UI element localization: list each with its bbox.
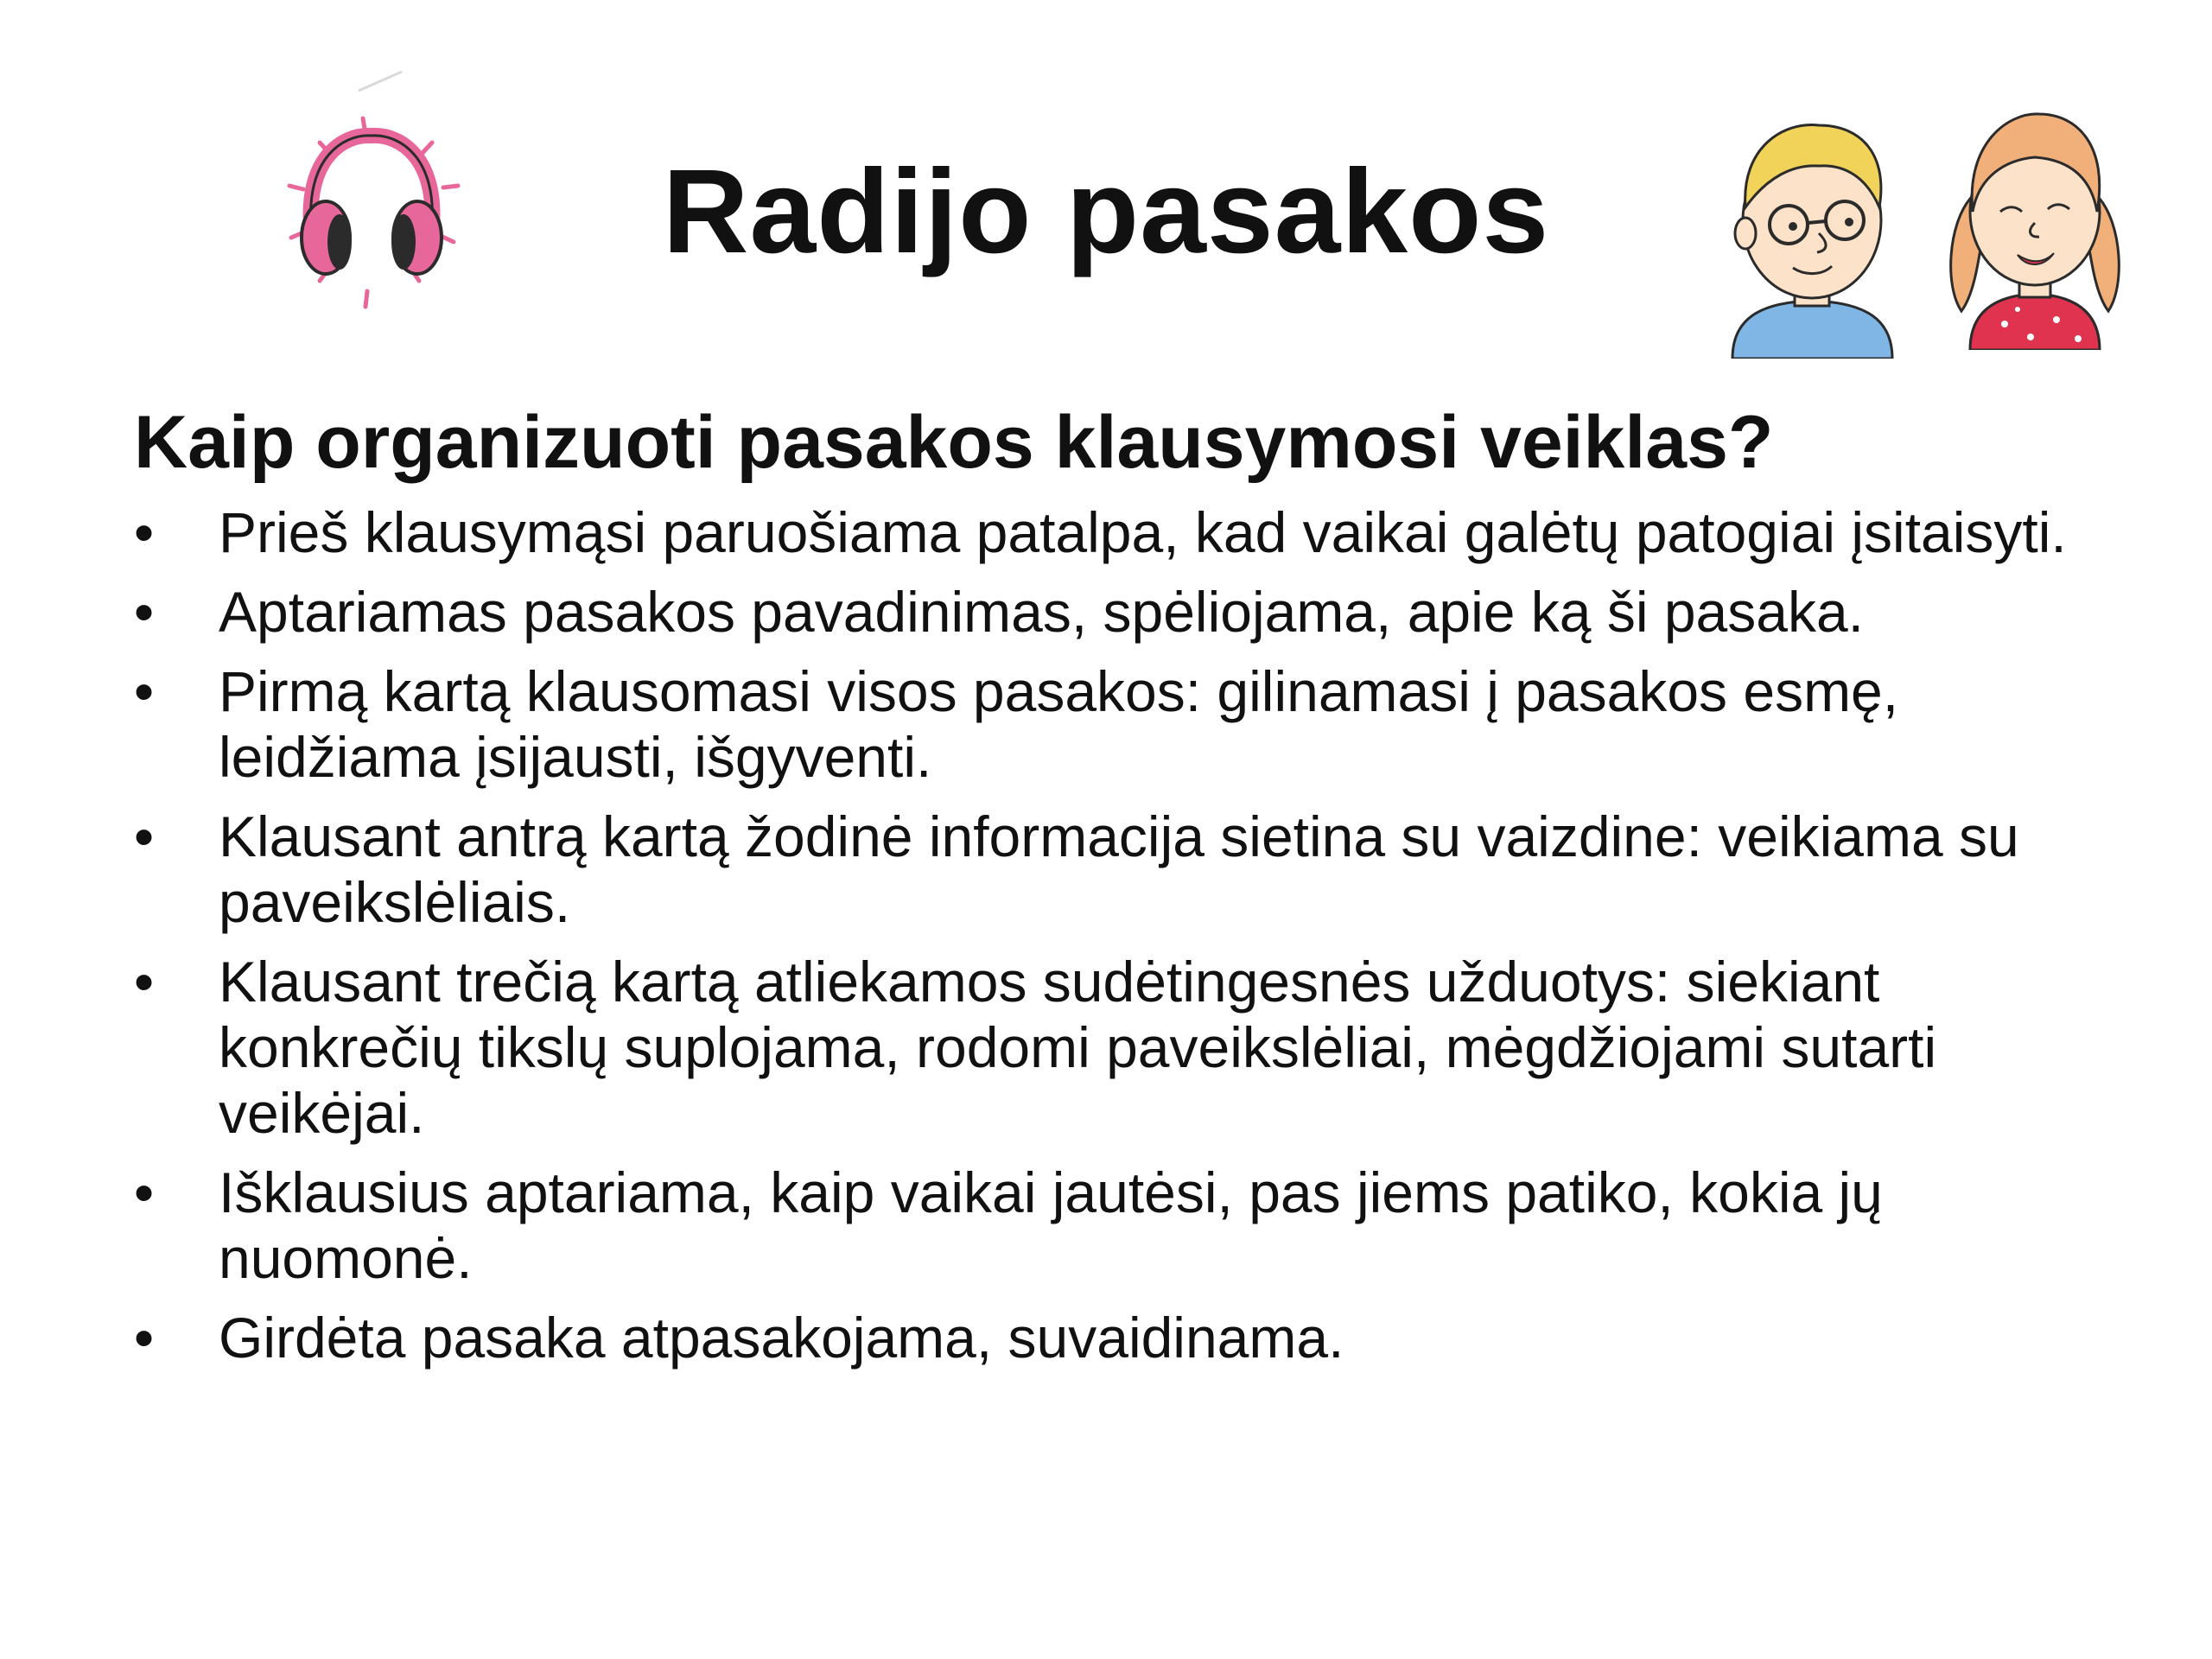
bullet-text: Prieš klausymąsi paruošiama patalpa, kad vaikai galėtų patogiai įsitaisyti.: [219, 500, 2067, 564]
bullet-text: Klausant trečią kartą atliekamos sudėtingesnės užduotys: siekiant konkrečių tikslų suplojama, rodomi paveikslėliai, mėgdžiojami sutarti veikėjai.: [219, 950, 1937, 1145]
bullet-text: Pirmą kartą klausomasi visos pasakos: gilinamasi į pasakos esmę, leidžiama įsijausti, išgyventi.: [219, 659, 1899, 789]
page-title: Radijo pasakos: [662, 145, 1550, 278]
bullet-marker: •: [134, 500, 155, 564]
bullet-marker: •: [134, 659, 155, 723]
girl-with-pigtails-icon: [1940, 95, 2130, 350]
list-item: [134, 949, 2121, 1146]
bullet-marker: •: [134, 1306, 155, 1370]
bullet-marker: •: [134, 804, 155, 868]
bullet-text: Aptariamas pasakos pavadinimas, spėliojama, apie ką ši pasaka.: [219, 580, 1865, 644]
list-item: [134, 658, 2121, 790]
bullet-text: Išklausius aptariama, kaip vaikai jautėsi, pas jiems patiko, kokia jų nuomonė.: [219, 1160, 1883, 1290]
list-item: [134, 499, 2121, 565]
list-item: [134, 804, 2121, 935]
bullet-text: Girdėta pasaka atpasakojama, suvaidinama.: [219, 1306, 1344, 1370]
bullet-text: Klausant antrą kartą žodinė informacija sietina su vaizdine: veikiama su paveikslėliais.: [219, 804, 2019, 934]
bullet-list: [134, 499, 2121, 1384]
boy-with-glasses-icon: [1715, 104, 1910, 359]
list-item: [134, 1160, 2121, 1291]
list-item: [134, 579, 2121, 645]
bullet-marker: •: [134, 950, 155, 1014]
section-heading: Kaip organizuoti pasakos klausymosi veiklas?: [134, 401, 1774, 484]
bullet-marker: •: [134, 580, 155, 644]
list-item: [134, 1305, 2121, 1370]
bullet-marker: •: [134, 1160, 155, 1224]
